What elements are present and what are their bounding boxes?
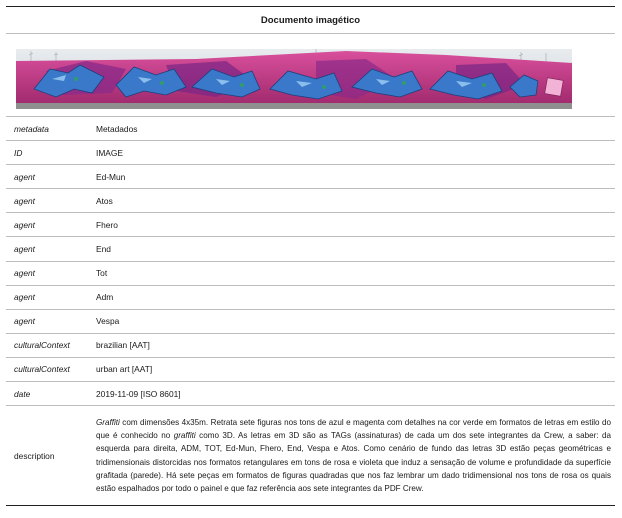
row-key: agent [14,171,35,182]
row-value: Adm [96,292,114,303]
metadata-row [6,141,615,165]
metadata-row [6,262,615,286]
metadata-row [6,213,615,237]
description-row [6,406,615,506]
row-key: agent [14,244,35,255]
metadata-row [6,286,615,310]
metadata-row [6,165,615,189]
row-value: Ed-Mun [96,171,126,182]
row-key: agent [14,316,35,327]
row-key: description [14,450,55,461]
metadata-row [6,358,615,382]
description-fragment: graffiti [173,431,196,441]
row-key: agent [14,292,35,303]
metadata-row [6,189,615,213]
metadata-row [6,117,615,141]
row-key: agent [14,268,35,279]
metadata-row [6,310,615,334]
row-value: Metadados [96,123,138,134]
row-value: Fhero [96,219,118,230]
description-fragment: Graffiti [96,418,120,428]
metadata-row [6,382,615,406]
document-title: Documento imagético [6,6,615,34]
row-key: date [14,388,31,399]
row-key: culturalContext [14,340,70,351]
row-value: End [96,244,111,255]
description-text [96,416,615,495]
row-key: ID [14,147,23,158]
metadata-rows [6,117,615,406]
row-key: culturalContext [14,364,70,375]
document-table [6,6,615,506]
row-value: IMAGE [96,147,123,158]
row-key: metadata [14,123,49,134]
row-value: Tot [96,268,108,279]
row-value: urban art [AAT] [96,364,153,375]
metadata-row [6,237,615,261]
row-value: Atos [96,195,113,206]
row-value: 2019-11-09 [ISO 8601] [96,388,181,399]
row-key: agent [14,219,35,230]
description-fragment: como 3D. As letras em 3D são as TAGs (assinaturas) de cada um dos sete integrantes da Crew, a saber: da esquerda para direita, ADM, TOT, Ed-Mun, Fhero, End, Vespa e Atos. Como cenário de fundo das letras 3D estão peças geométricas e tridimensionais distorcidas nos formatos retangulares em tons de rosa e violeta que induz a sensação de volume e profundidade da superfície grafitada (parede). Há sete peças em formatos de figuras quadradas que nos faz lembrar um dado tridimensional nos tons de rosa os quais estão espalhados por todo o painel e que faz referência aos sete integrantes da PDF Crew. [96,431,612,494]
row-value: Vespa [96,316,120,327]
graffiti-image [16,49,572,109]
row-key: agent [14,195,35,206]
image-cell [6,34,615,117]
metadata-row [6,334,615,358]
description-fragment: com dimensões 4x35m. Retrata sete figuras nos tons de azul e magenta com detalhes na cor verde em formatos de letras em estilo do que é conhecido no [96,418,611,441]
row-value: brazilian [AAT] [96,340,150,351]
